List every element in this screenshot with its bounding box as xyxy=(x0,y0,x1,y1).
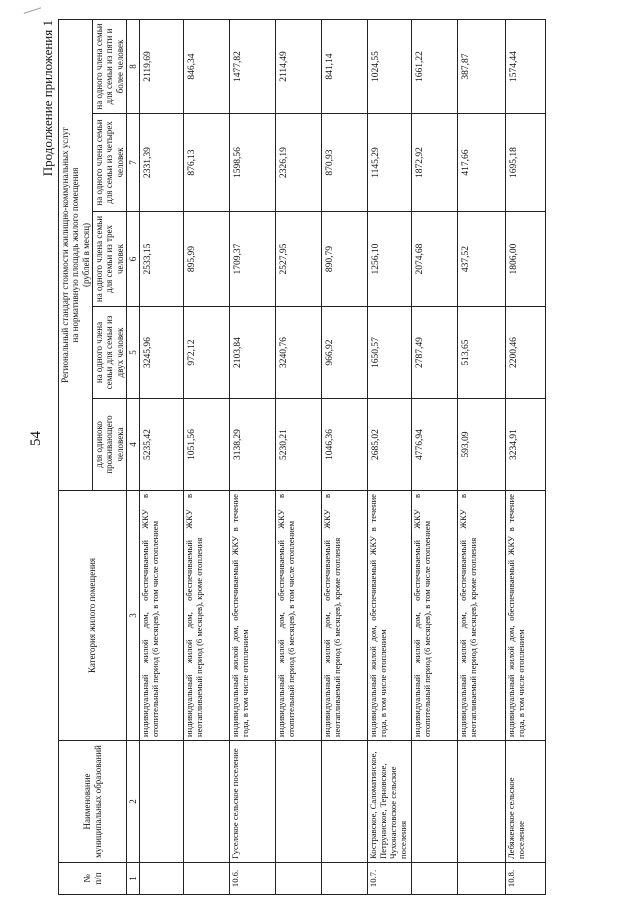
row-value: 2685,02 xyxy=(368,399,412,491)
col-index-3: 3 xyxy=(127,491,140,741)
row-municipality xyxy=(184,741,230,863)
row-value: 4776,94 xyxy=(412,399,458,491)
row-value: 1256,10 xyxy=(368,212,412,307)
col-index-8: 8 xyxy=(127,19,140,113)
page-number: 54 xyxy=(28,431,44,446)
row-value: 1661,22 xyxy=(412,19,458,113)
row-value: 841,14 xyxy=(322,19,368,113)
row-value: 2527,95 xyxy=(276,212,322,307)
row-value: 2200,46 xyxy=(506,307,546,399)
row-value: 1872,92 xyxy=(412,114,458,212)
rotated-table-area xyxy=(40,20,625,895)
row-category: индивидуальный жилой дом, обеспечиваемый ЖКУ в течение года, в том числе отоплением xyxy=(230,491,276,741)
col-index-6: 6 xyxy=(127,212,140,307)
row-municipality xyxy=(322,741,368,863)
row-value: 5230,21 xyxy=(276,399,322,491)
row-value: 1477,82 xyxy=(230,19,276,113)
table-row xyxy=(140,19,184,894)
row-value: 387,87 xyxy=(458,19,506,113)
row-category: индивидуальный жилой дом, обеспечиваемый ЖКУ в течение года, в том числе отоплением xyxy=(506,491,546,741)
row-value: 966,92 xyxy=(322,307,368,399)
col-index-2: 2 xyxy=(127,741,140,863)
row-value: 2326,19 xyxy=(276,114,322,212)
row-category: индивидуальный жилой дом, обеспечиваемый ЖКУ в неотапливаемый период (6 месяцев), кроме отопления xyxy=(322,491,368,741)
row-value: 890,79 xyxy=(322,212,368,307)
row-value: 972,12 xyxy=(184,307,230,399)
row-value: 2103,84 xyxy=(230,307,276,399)
col-index-5: 5 xyxy=(127,307,140,399)
row-number xyxy=(184,863,230,895)
row-value: 417,66 xyxy=(458,114,506,212)
row-value: 1650,57 xyxy=(368,307,412,399)
table-row xyxy=(506,19,546,894)
table-row xyxy=(276,19,322,894)
row-category: индивидуальный жилой дом, обеспечиваемый ЖКУ в неотапливаемый период (6 месяцев), кроме отопления xyxy=(458,491,506,741)
table-row xyxy=(322,19,368,894)
header-sub-1: для одиноко проживающего человека xyxy=(93,399,127,491)
col-index-7: 7 xyxy=(127,114,140,212)
header-sub-2: на одного члена семьи для семьи из двух человек xyxy=(93,307,127,399)
row-value: 1709,37 xyxy=(230,212,276,307)
row-value: 3138,29 xyxy=(230,399,276,491)
row-number: 10.6. xyxy=(230,863,276,895)
row-municipality xyxy=(276,741,322,863)
row-value: 5235,42 xyxy=(140,399,184,491)
housing-standard-table xyxy=(58,19,546,895)
header-sub-5: на одного члена семьи для семьи из пяти и более человек xyxy=(93,19,127,113)
row-value: 895,99 xyxy=(184,212,230,307)
header-standard-group: Региональный стандарт стоимости жилищно-коммунальных услуг на нормативную площадь жилого помещения (рублей в месяц) xyxy=(59,19,93,490)
row-category: индивидуальный жилой дом, обеспечиваемый ЖКУ в отопительный период (6 месяцев), в том числе отоплением xyxy=(140,491,184,741)
row-value: 2533,15 xyxy=(140,212,184,307)
row-value: 876,13 xyxy=(184,114,230,212)
row-municipality xyxy=(140,741,184,863)
row-category: индивидуальный жилой дом, обеспечиваемый ЖКУ в отопительный период (6 месяцев), в том числе отоплением xyxy=(412,491,458,741)
row-value: 1024,55 xyxy=(368,19,412,113)
row-value: 870,93 xyxy=(322,114,368,212)
row-value: 3234,91 xyxy=(506,399,546,491)
row-value: 1806,00 xyxy=(506,212,546,307)
row-value: 1145,29 xyxy=(368,114,412,212)
row-value: 1051,56 xyxy=(184,399,230,491)
row-number xyxy=(322,863,368,895)
table-row xyxy=(184,19,230,894)
col-index-4: 4 xyxy=(127,399,140,491)
row-value: 3245,96 xyxy=(140,307,184,399)
header-no: № п/п xyxy=(59,863,127,895)
row-municipality xyxy=(412,741,458,863)
table-row xyxy=(412,19,458,894)
row-number xyxy=(458,863,506,895)
row-value: 1695,18 xyxy=(506,114,546,212)
row-value: 2114,49 xyxy=(276,19,322,113)
row-value: 1046,36 xyxy=(322,399,368,491)
row-municipality: Кострaвское, Саломатинское, Петруниское, Терновское, Чухонастовское сельские поселения xyxy=(368,741,412,863)
table-row xyxy=(458,19,506,894)
row-number xyxy=(140,863,184,895)
header-sub-4: на одного члена семьи для семьи из четырех человек xyxy=(93,114,127,212)
table-body xyxy=(140,19,546,894)
row-municipality xyxy=(458,741,506,863)
row-value: 513,65 xyxy=(458,307,506,399)
row-value: 2787,49 xyxy=(412,307,458,399)
row-value: 2119,69 xyxy=(140,19,184,113)
row-value: 2331,39 xyxy=(140,114,184,212)
row-category: индивидуальный жилой дом, обеспечиваемый ЖКУ в отопительный период (6 месяцев), в том числе отоплением xyxy=(276,491,322,741)
row-municipality: Гуселское сельское поселение xyxy=(230,741,276,863)
row-value: 846,34 xyxy=(184,19,230,113)
row-category: индивидуальный жилой дом, обеспечиваемый ЖКУ в течение года, в том числе отоплением xyxy=(368,491,412,741)
row-number: 10.7. xyxy=(368,863,412,895)
col-index-1: 1 xyxy=(127,863,140,895)
header-sub-3: на одного члена семьи для семьи из трех человек xyxy=(93,212,127,307)
row-value: 1574,44 xyxy=(506,19,546,113)
scan-mark xyxy=(24,7,43,17)
header-municipality: Наименование муниципальных образований xyxy=(59,741,127,863)
row-number: 10.8. xyxy=(506,863,546,895)
row-municipality: Лебяженское сельское поселение xyxy=(506,741,546,863)
row-value: 3240,76 xyxy=(276,307,322,399)
row-category: индивидуальный жилой дом, обеспечиваемый ЖКУ в неотапливаемый период (6 месяцев), кроме отопления xyxy=(184,491,230,741)
row-value: 1598,56 xyxy=(230,114,276,212)
row-number xyxy=(412,863,458,895)
row-value: 593,09 xyxy=(458,399,506,491)
appendix-title: Продолжение приложения 1 xyxy=(40,20,55,177)
row-value: 2074,68 xyxy=(412,212,458,307)
table-row xyxy=(368,19,412,894)
row-number xyxy=(276,863,322,895)
table-row xyxy=(230,19,276,894)
header-category: Категория жилого помещения xyxy=(59,491,127,741)
row-value: 437,52 xyxy=(458,212,506,307)
